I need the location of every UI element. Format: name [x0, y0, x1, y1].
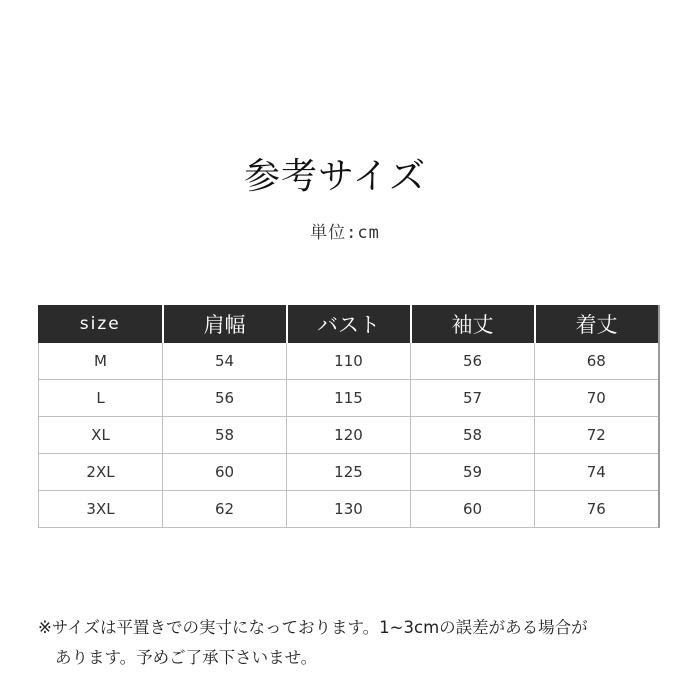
- cell-shoulder-width: 58: [163, 417, 287, 454]
- table-row: [39, 380, 659, 417]
- cell-total-length: 76: [535, 491, 659, 528]
- table-header-row: [39, 306, 659, 343]
- cell-bust: 120: [287, 417, 411, 454]
- cell-bust: 110: [287, 343, 411, 380]
- cell-sleeve-length: 58: [411, 417, 535, 454]
- cell-total-length: 70: [535, 380, 659, 417]
- cell-total-length: 68: [535, 343, 659, 380]
- header-bust: バスト: [287, 306, 411, 343]
- cell-sleeve-length: 57: [411, 380, 535, 417]
- table-row: [39, 454, 659, 491]
- header-size: size: [39, 306, 163, 343]
- size-table: [38, 305, 660, 528]
- cell-size: 3XL: [39, 491, 163, 528]
- note-line-2: あります。予めご了承下さいませ。: [55, 648, 318, 667]
- cell-size: XL: [39, 417, 163, 454]
- header-total-length: 着丈: [535, 306, 659, 343]
- table-row: [39, 343, 659, 380]
- cell-size: 2XL: [39, 454, 163, 491]
- page-title: 参考サイズ: [243, 156, 427, 197]
- cell-bust: 130: [287, 491, 411, 528]
- table-row: [39, 417, 659, 454]
- cell-sleeve-length: 60: [411, 491, 535, 528]
- cell-size: M: [39, 343, 163, 380]
- cell-total-length: 72: [535, 417, 659, 454]
- unit-label: 単位:cm: [310, 223, 380, 243]
- note-line-1: ※サイズは平置きでの実寸になっております。1~3cmの誤差がある場合が: [38, 618, 588, 637]
- header-sleeve-length: 袖丈: [411, 306, 535, 343]
- cell-bust: 125: [287, 454, 411, 491]
- cell-shoulder-width: 56: [163, 380, 287, 417]
- header-shoulder-width: 肩幅: [163, 306, 287, 343]
- cell-total-length: 74: [535, 454, 659, 491]
- cell-bust: 115: [287, 380, 411, 417]
- cell-shoulder-width: 62: [163, 491, 287, 528]
- measurement-note: [38, 613, 678, 673]
- cell-size: L: [39, 380, 163, 417]
- cell-sleeve-length: 56: [411, 343, 535, 380]
- cell-sleeve-length: 59: [411, 454, 535, 491]
- table-row: [39, 491, 659, 528]
- cell-shoulder-width: 60: [163, 454, 287, 491]
- cell-shoulder-width: 54: [163, 343, 287, 380]
